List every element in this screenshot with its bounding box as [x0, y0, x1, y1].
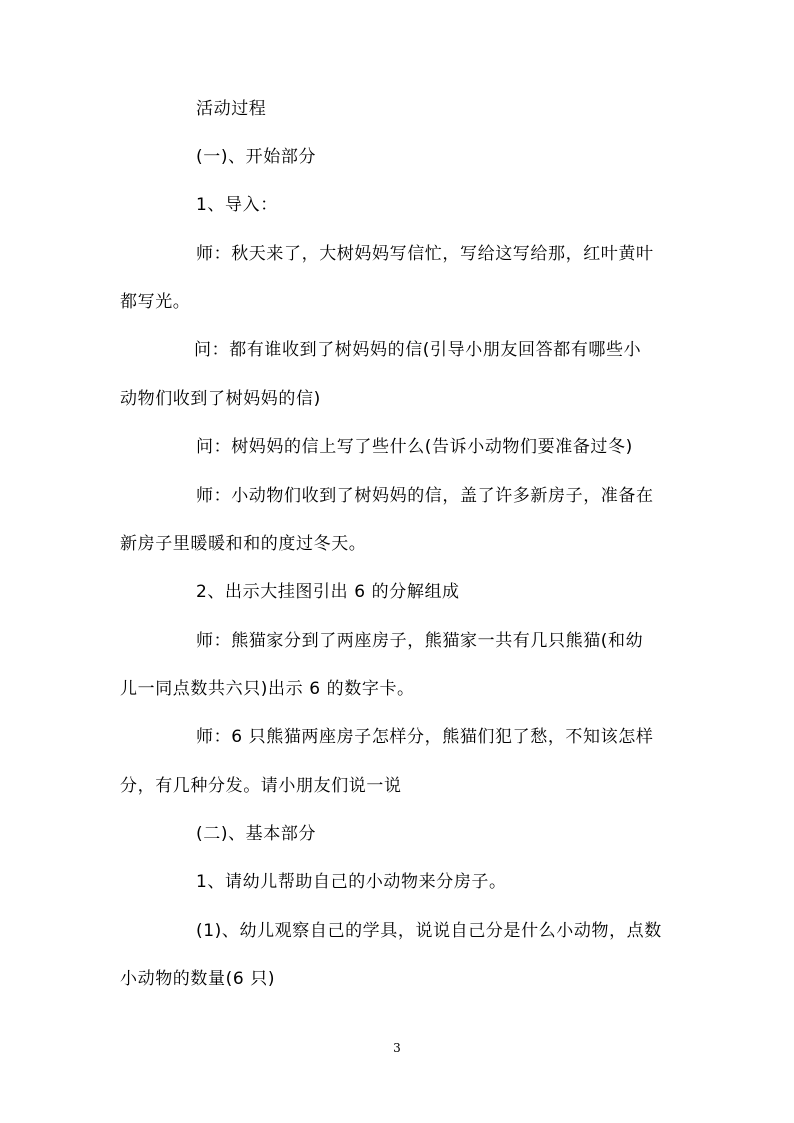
paragraph-line: 小动物的数量(6 只)	[120, 969, 276, 989]
paragraph-line: 分，有几种分发。请小朋友们说一说	[120, 776, 402, 796]
paragraph-line: 师：秋天来了，大树妈妈写信忙，写给这写给那，红叶黄叶	[196, 244, 654, 264]
paragraph-line: 都写光。	[120, 292, 191, 312]
section-heading: 活动过程	[196, 99, 267, 119]
paragraph-line: 师：6 只熊猫两座房子怎样分，熊猫们犯了愁，不知该怎样	[196, 727, 654, 747]
step-heading: 2、出示大挂图引出 6 的分解组成	[196, 582, 460, 602]
paragraph-line: 动物们收到了树妈妈的信)	[120, 389, 321, 409]
paragraph-line: 问：树妈妈的信上写了些什么(告诉小动物们要准备过冬)	[196, 437, 633, 457]
step-heading: 1、请幼儿帮助自己的小动物来分房子。	[196, 872, 507, 892]
page-number: 3	[393, 1041, 401, 1055]
paragraph-line: 师：小动物们收到了树妈妈的信，盖了许多新房子，准备在	[196, 486, 654, 506]
subsection-heading: (一)、开始部分	[196, 147, 317, 167]
paragraph-line: 儿一同点数共六只)出示 6 的数字卡。	[120, 679, 415, 699]
paragraph-line: 问：都有谁收到了树妈妈的信(引导小朋友回答都有哪些小	[194, 340, 642, 360]
paragraph-line: 新房子里暖暖和和的度过冬天。	[120, 534, 367, 554]
paragraph-line: (1)、幼儿观察自己的学具，说说自己分是什么小动物，点数	[196, 921, 662, 941]
subsection-heading: (二)、基本部分	[196, 824, 317, 844]
step-heading: 1、导入：	[196, 195, 278, 215]
paragraph-line: 师：熊猫家分到了两座房子，熊猫家一共有几只熊猫(和幼	[196, 631, 644, 651]
